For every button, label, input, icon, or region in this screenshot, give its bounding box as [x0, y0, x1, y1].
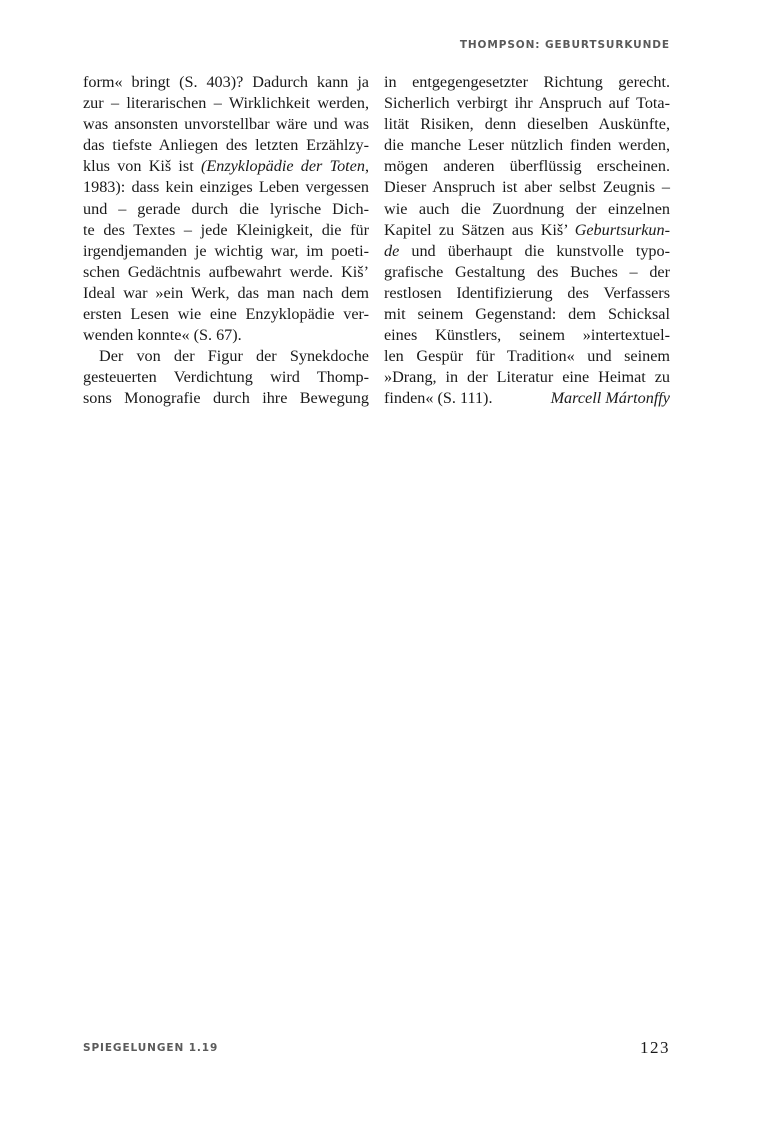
- text-line: mögen anderen überflüssig erscheinen.: [384, 157, 670, 176]
- page-number: 123: [640, 1038, 670, 1057]
- text-line: lität Risiken, denn dieselben Auskünfte,: [384, 115, 670, 134]
- text-line: das tiefste Anliegen des letzten Erzählzy-: [83, 136, 369, 155]
- text-segment: Kapitel zu Sätzen aus Kiš’: [384, 220, 568, 239]
- text-segment: und überhaupt die kunstvolle typo-: [411, 241, 670, 260]
- text-line: zur – literarischen – Wirklichkeit werden,: [83, 94, 369, 113]
- paragraph-first-line: Der von der Figur der Synekdoche: [99, 347, 369, 366]
- text-line: ersten Lesen wie eine Enzyklopädie ver-: [83, 305, 369, 324]
- text-line-with-title: [384, 241, 670, 262]
- book-title-italic: de: [384, 241, 400, 260]
- text-line-with-title: [83, 156, 369, 177]
- text-line: len Gespür für Tradition« und seinem: [384, 347, 670, 366]
- text-line: eines Künstlers, seinem »intertextuel-: [384, 326, 670, 345]
- text-line: schen Gedächtnis aufbewahrt werde. Kiš’: [83, 262, 369, 281]
- text-segment: finden« (S. 111).: [384, 389, 493, 408]
- text-line: sons Monografie durch ihre Bewegung: [83, 389, 369, 408]
- text-line: form« bringt (S. 403)? Dadurch kann ja: [83, 73, 369, 91]
- book-title-italic: Geburtsurkun-: [574, 220, 671, 239]
- text-line-with-title: [384, 220, 670, 241]
- text-line: und – gerade durch die lyrische Dich-: [83, 199, 369, 218]
- running-head-title: THOMPSON: GEBURTSURKUNDE: [459, 39, 670, 51]
- text-segment: ,: [364, 157, 370, 176]
- text-line: te des Textes – jede Kleinigkeit, die für: [83, 220, 369, 239]
- text-line: »Drang, in der Literatur eine Heimat zu: [384, 368, 670, 387]
- text-line: in entgegengesetzter Richtung gerecht.: [384, 73, 670, 91]
- author-signature: Marcell Mártonffy: [550, 389, 670, 408]
- text-line: wenden konnte« (S. 67).: [83, 326, 242, 345]
- left-text-column: [83, 72, 369, 410]
- text-line: mit seinem Gegenstand: dem Schicksal: [384, 305, 670, 324]
- text-line: grafische Gestaltung des Buches – der: [384, 262, 670, 281]
- text-line: Dieser Anspruch ist aber selbst Zeugnis –: [384, 178, 670, 197]
- book-title-italic: (Enzyklopädie der Toten: [200, 157, 365, 176]
- text-segment: klus von Kiš ist: [83, 157, 194, 176]
- text-line: Sicherlich verbirgt ihr Anspruch auf Tota-: [384, 94, 670, 113]
- text-line: was ansonsten unvorstellbar wäre und was: [83, 115, 369, 134]
- right-text-column: [384, 72, 670, 410]
- journal-footer: SPIEGELUNGEN 1.19: [83, 1042, 219, 1054]
- text-line: wie auch die Zuordnung der einzelnen: [384, 199, 670, 218]
- text-line: gesteuerten Verdichtung wird Thomp-: [83, 368, 369, 387]
- text-line: irgendjemanden je wichtig war, im poeti-: [83, 241, 369, 260]
- text-line: Ideal war »ein Werk, das man nach dem: [83, 283, 369, 302]
- closing-line: [384, 388, 670, 409]
- text-line: die manche Leser nützlich finden werden,: [384, 136, 670, 155]
- text-line: 1983): dass kein einziges Leben vergessen: [83, 178, 369, 197]
- text-line: restlosen Identifizierung des Verfassers: [384, 283, 670, 302]
